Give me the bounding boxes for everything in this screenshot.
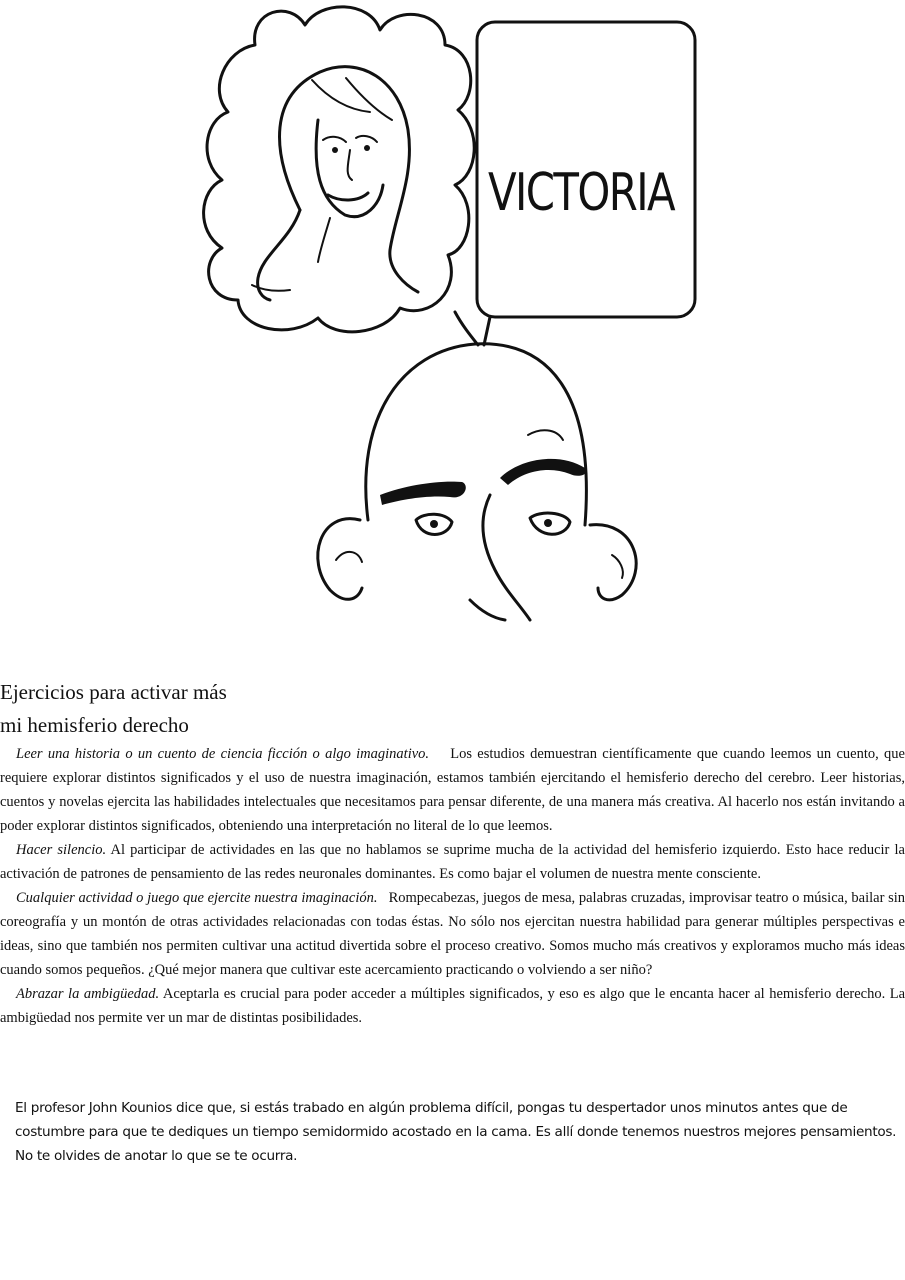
bald-head-drawing xyxy=(318,344,636,620)
exercise-paragraph xyxy=(0,982,905,1030)
section-heading-line1: Ejercicios para activar más xyxy=(0,680,227,704)
exercise-body: Rompecabezas, juegos de mesa, palabras cruzadas, improvisar teatro o música, bailar sin coreografía y un montón de otras actividades relacionadas con todas éstas. No sólo nos ejercitan nuestra habilidad para generar múltiples perspectivas e ideas, sino que también nos permiten cultivar una actitud divertida sobre el proceso creativo. Somos mucho más creativos y exploramos mucho más ideas cuando somos pequeños. ¿Qué mejor manera que cultivar este acercamiento practicando o volviendo a ser niño? xyxy=(0,890,905,978)
speech-connector xyxy=(484,317,490,345)
exercise-paragraph xyxy=(0,742,905,838)
exercise-body: Los estudios demuestran científicamente que cuando leemos un cuento, que requiere explorar distintos significados y el uso de nuestra imaginación, estamos también ejercitando el hemisferio derecho del cerebro. Leer historias, cuentos y novelas ejercita las habilidades intelectuales que necesitamos para pensar diferente, de una manera más creativa. Al hacerlo nos están invitando a poder explorar distintos significados, obteniendo una interpretación no literal de lo que leemos. xyxy=(0,746,905,834)
exercise-paragraph xyxy=(0,886,905,982)
article xyxy=(0,676,905,1030)
exercise-lead: Hacer silencio. xyxy=(16,842,107,858)
section-heading-line2: mi hemisferio derecho xyxy=(0,713,189,737)
exercise-lead: Cualquier actividad o juego que ejercite nuestra imaginación. xyxy=(16,890,378,906)
thought-cloud xyxy=(204,7,475,332)
exercise-paragraph xyxy=(0,838,905,886)
tip-box xyxy=(15,1096,903,1168)
tip-text: El profesor John Kounios dice que, si estás trabado en algún problema difícil, pongas tu despertador unos minutos antes que de costumbre para que te dediques un tiempo semidormido acostado en la cama. Es allí donde tenemos nuestros mejores pensamientos. No te olvides de anotar lo que se te ocurra. xyxy=(15,1100,897,1164)
speech-bubble-text: VICTORIA xyxy=(488,163,676,223)
exercise-lead: Leer una historia o un cuento de ciencia ficción o algo imaginativo. xyxy=(16,746,430,762)
exercise-lead: Abrazar la ambigüedad. xyxy=(16,986,160,1002)
woman-face-drawing xyxy=(252,67,418,300)
exercise-body: Al participar de actividades en las que no hablamos se suprime mucha de la actividad del hemisferio izquierdo. Esto hace reducir la activación de patrones de pensamiento de las redes neuronales dominantes. Es como bajar el volumen de nuestra mente consciente. xyxy=(0,842,905,882)
exercise-body: Aceptarla es crucial para poder acceder a múltiples significados, y eso es algo que le encanta hacer al hemisferio derecho. La ambigüedad nos permite ver un mar de distintas posibilidades. xyxy=(0,986,905,1026)
thought-connector xyxy=(455,312,478,345)
